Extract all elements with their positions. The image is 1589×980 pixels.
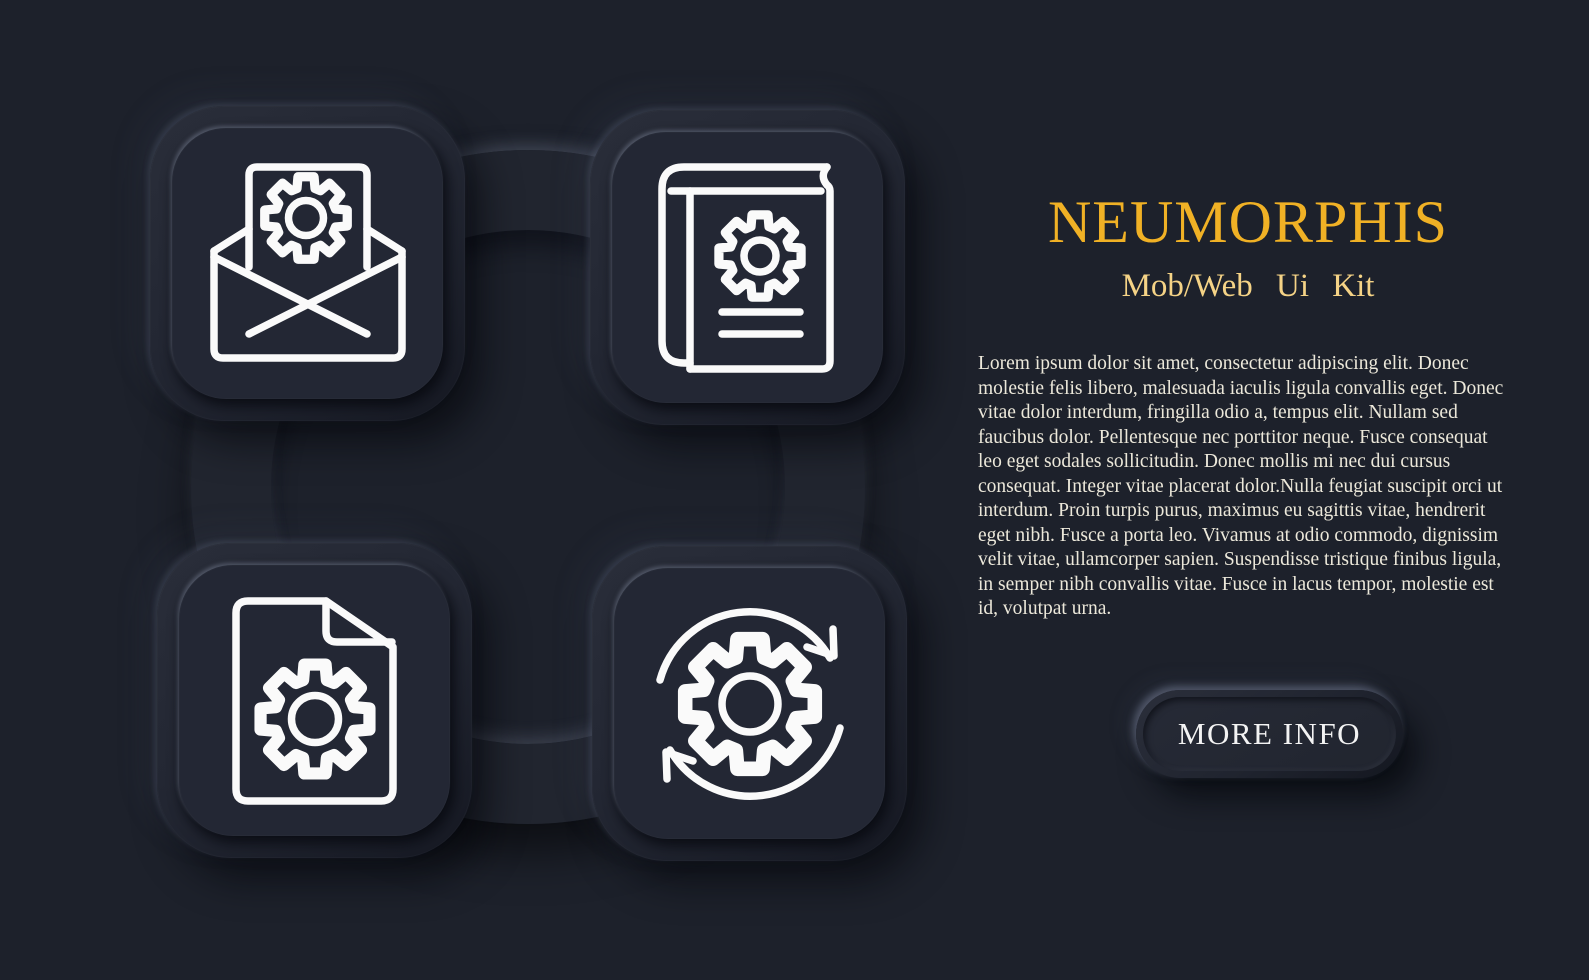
more-info-button[interactable] — [1136, 690, 1403, 778]
mail-settings-icon — [198, 154, 418, 374]
more-info-label: MORE INFO — [1177, 716, 1362, 751]
book-settings-icon — [638, 158, 858, 378]
page-subtitle: Mob/Web Ui Kit — [1121, 268, 1375, 304]
file-settings-icon — [205, 591, 425, 811]
more-info-button-face — [1143, 697, 1396, 771]
tile-file-settings[interactable] — [157, 543, 472, 858]
process-settings-icon — [640, 594, 860, 814]
tile-mail-settings[interactable] — [150, 106, 465, 421]
tile-book-settings-face — [612, 132, 883, 403]
page-title: NEUMORPHIS — [1047, 189, 1449, 255]
tile-mail-settings-face — [172, 128, 443, 399]
tile-book-settings[interactable] — [590, 110, 905, 425]
tile-process-settings-face — [614, 568, 885, 839]
tile-process-settings[interactable] — [592, 546, 907, 861]
body-paragraph: Lorem ipsum dolor sit amet, consectetur adipiscing elit. Donec molestie felis libero, malesuada iaculis ligula convallis eget. Donec vitae dolor interdum, fringilla odio a, tempus elit. Nullam sed faucibus dolor. Pellentesque nec porttitor neque. Fusce consequat leo eget sodales sollicitudin. Donec mollis mi nec dui cursus consequat. Integer vitae placerat dolor.Nulla feugiat suscipit orci ut interdum. Proin turpis purus, maximus eu sagittis vitae, hendrerit eget nibh. Fusce a porta leo. Vivamus at odio commodo, dignissim velit vitae, ullamcorper sapien. Suspendisse tristique finibus ligula, in semper nibh convallis vitae. Fusce in lacus tempor, molestie est id, volutpat urna. — [978, 353, 1504, 619]
tile-file-settings-face — [179, 565, 450, 836]
